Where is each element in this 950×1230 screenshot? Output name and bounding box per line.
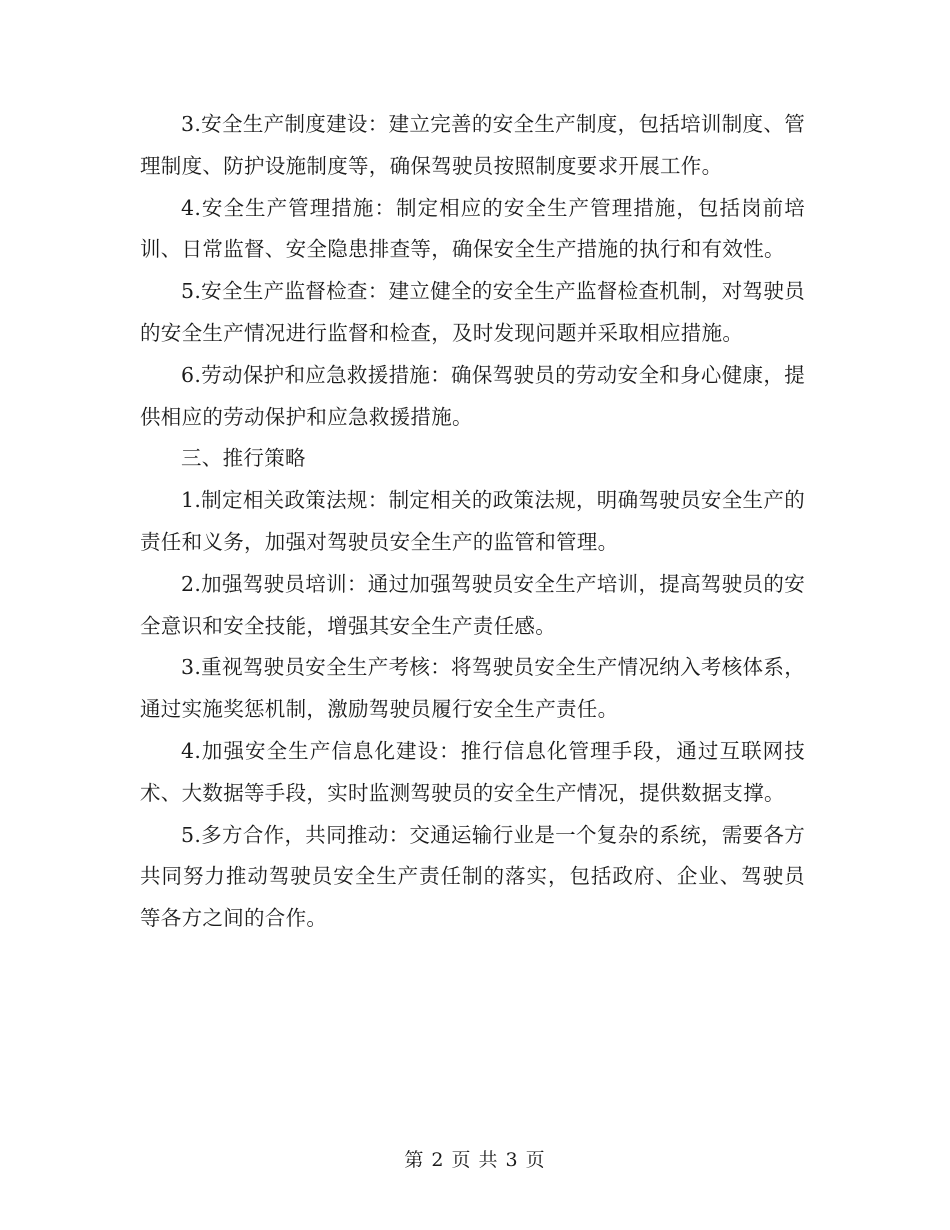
page-number-footer: 第 2 页 共 3 页 bbox=[404, 1149, 546, 1171]
paragraph-supervision-inspection: 5.安全生产监督检查：建立健全的安全生产监督检查机制，对驾驶员的安全生产情况进行监督和检查，及时发现问题并采取相应措施。 bbox=[140, 279, 805, 345]
paragraph-driver-training: 2.加强驾驶员培训：通过加强驾驶员安全生产培训，提高驾驶员的安全意识和安全技能，增强其安全生产责任感。 bbox=[140, 571, 805, 638]
document-body bbox=[140, 104, 805, 940]
paragraph-cooperation: 5.多方合作，共同推动：交通运输行业是一个复杂的系统，需要各方共同努力推动驾驶员安全生产责任制的落实，包括政府、企业、驾驶员等各方之间的合作。 bbox=[140, 822, 805, 931]
paragraph-policy-regulations: 1.制定相关政策法规：制定相关的政策法规，明确驾驶员安全生产的责任和义务，加强对驾驶员安全生产的监管和管理。 bbox=[140, 488, 805, 554]
paragraph-informatization: 4.加强安全生产信息化建设：推行信息化管理手段，通过互联网技术、大数据等手段，实时监测驾驶员的安全生产情况，提供数据支撑。 bbox=[140, 738, 805, 805]
section-heading-strategy: 三、推行策略 bbox=[181, 446, 306, 471]
paragraph-safety-system: 3.安全生产制度建设：建立完善的安全生产制度，包括培训制度、管理制度、防护设施制度等，确保驾驶员按照制度要求开展工作。 bbox=[140, 112, 805, 178]
paragraph-labor-protection: 6.劳动保护和应急救援措施：确保驾驶员的劳动安全和身心健康，提供相应的劳动保护和应急救援措施。 bbox=[140, 362, 805, 429]
paragraph-assessment: 3.重视驾驶员安全生产考核：将驾驶员安全生产情况纳入考核体系，通过实施奖惩机制，激励驾驶员履行安全生产责任。 bbox=[140, 655, 805, 722]
paragraph-management-measures: 4.安全生产管理措施：制定相应的安全生产管理措施，包括岗前培训、日常监督、安全隐患排查等，确保安全生产措施的执行和有效性。 bbox=[140, 195, 805, 262]
